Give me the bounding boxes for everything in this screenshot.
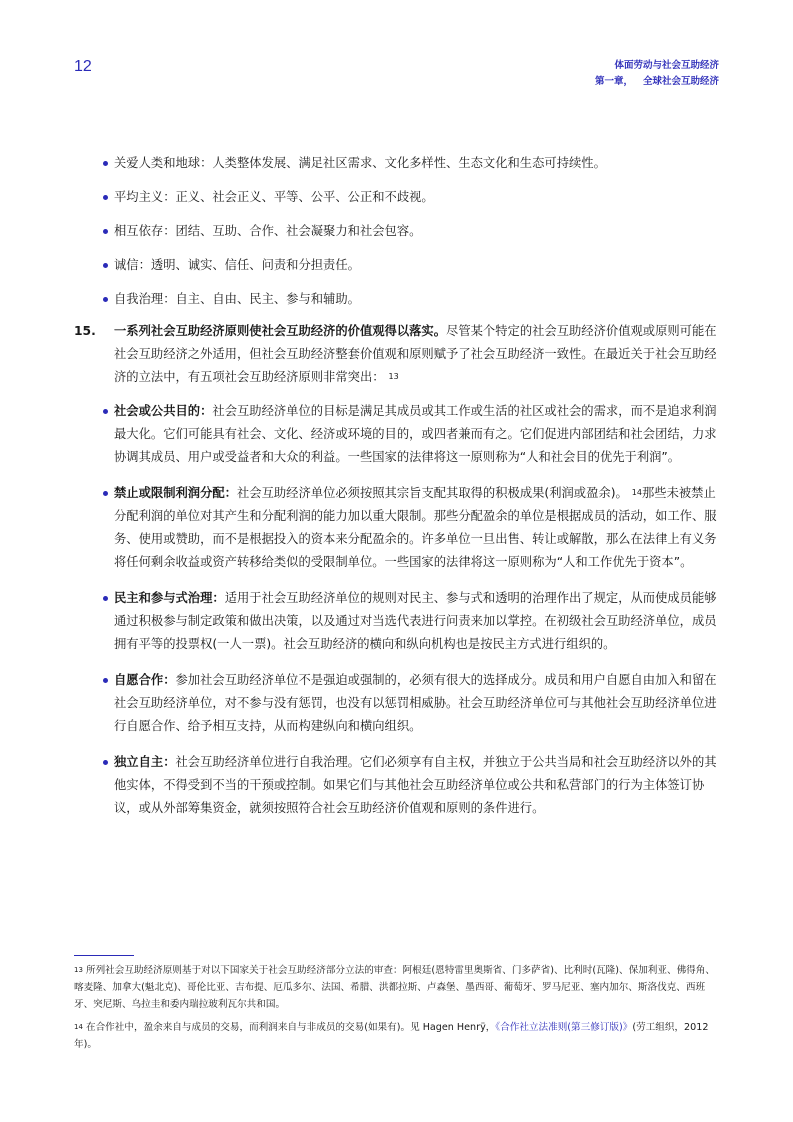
list-item <box>114 751 724 820</box>
list-item <box>114 400 724 469</box>
principle-title: 社会或公共目的： <box>114 404 213 418</box>
doc-title: 体面劳动与社会互助经济 <box>614 60 719 71</box>
list-item: 关爱人类和地球：人类整体发展、满足社区需求、文化多样性、生态文化和生态可持续性。 <box>114 152 724 175</box>
paragraph-lead: 一系列社会互助经济原则使社会互助经济的价值观得以落实。 <box>114 324 447 338</box>
paragraph-body: 尽管某个特定的社会互助经济价值观或原则可能在社会互助经济之外适用，但社会互助经济整套价值观和原则赋予了社会互助经济一致性。在最近关于社会互助经济的立法中，有五项社会互助经济原则非常突出： <box>114 324 717 384</box>
footnote-text: 在合作社中，盈余来自与成员的交易，而利润来自与非成员的交易(如果有)。见 Hagen Henrÿ， <box>85 1022 496 1033</box>
footnote-number: 13 <box>74 966 83 974</box>
principle-title: 禁止或限制利润分配： <box>114 486 237 500</box>
list-item: 平均主义：正义、社会正义、平等、公平、公正和不歧视。 <box>114 186 724 209</box>
footnote <box>74 962 724 1013</box>
footnote <box>74 1019 724 1053</box>
principle-text: 社会互助经济单位的目标是满足其成员或其工作或生活的社区或社会的需求，而不是追求利润最大化。它们可能具有社会、文化、经济或环境的目的，或四者兼而有之。它们促进内部团结和社会团结，力求协调其成员、用户或受益者和大众的利益。一些国家的法律将这一原则称为“人和社会目的优先于利润”。 <box>114 404 717 464</box>
publication-link[interactable]: 《合作社立法准则(第三修订版)》 <box>495 1022 633 1033</box>
paragraph-number: 15. <box>74 324 96 338</box>
principle-text: 参加社会互助经济单位不是强迫或强制的，必须有很大的选择成分。成员和用户自愿自由加入和留在社会互助经济单位，对不参与没有惩罚，也没有以惩罚相威胁。社会互助经济单位可与其他社会互助经济单位进行自愿合作、给予相互支持，从而构建纵向和横向组织。 <box>114 673 717 733</box>
list-item <box>114 482 724 574</box>
paragraph-text <box>114 320 724 389</box>
principle-text: 社会互助经济单位必须按照其宗旨支配其取得的积极成果(利润或盈余)。 <box>236 486 628 500</box>
chapter-title: 全球社会互助经济 <box>642 76 719 87</box>
footnote-text: (劳工组织，2012 年)。 <box>74 1022 709 1050</box>
list-item <box>114 669 724 738</box>
footnote-divider <box>74 955 134 956</box>
footnotes <box>74 962 724 1059</box>
principle-text: 适用于社会互助经济单位的规则对民主、参与式和透明的治理作出了规定，从而使成员能够通过积极参与制定政策和做出决策，以及通过对当选代表进行问责来加以掌控。在初级社会互助经济单位，成员拥有平等的投票权(一人一票)。社会互助经济的横向和纵向机构也是按民主方式进行组织的。 <box>114 591 717 651</box>
paragraph-15 <box>74 320 724 389</box>
list-item <box>114 587 724 656</box>
page-number: 12 <box>74 58 92 75</box>
principle-text: 那些未被禁止分配利润的单位对其产生和分配利润的能力加以重大限制。那些分配盈余的单位是根据成员的活动，如工作、服务、使用或赞助，而不是根据投入的资本来分配盈余的。许多单位一旦出售、转让或解散，那么在法律上有义务将任何剩余收益或资产转移给类似的受限制单位。一些国家的法律将这一原则称为“人和工作优先于资本”。 <box>114 486 717 569</box>
list-item: 相互依存：团结、互助、合作、社会凝聚力和社会包容。 <box>114 220 724 243</box>
list-item: 诚信：透明、诚实、信任、问责和分担责任。 <box>114 254 724 277</box>
list-item: 自我治理：自主、自由、民主、参与和辅助。 <box>114 288 724 311</box>
principle-title: 独立自主： <box>114 755 176 769</box>
footnote-text: 所列社会互助经济原则基于对以下国家关于社会互助经济部分立法的审查：阿根廷(恩特雷里奥斯省、门多萨省)、比利时(瓦隆)、保加利亚、佛得角、喀麦隆、加拿大(魁北克)、哥伦比亚、吉布提、厄瓜多尔、法国、希腊、洪都拉斯、卢森堡、墨西哥、葡萄牙、罗马尼亚、塞内加尔、斯洛伐克、西班牙、突尼斯、乌拉圭和委内瑞拉玻利瓦尔共和国。 <box>74 965 715 1010</box>
chapter-label: 第一章， <box>594 76 633 87</box>
values-list <box>114 152 724 322</box>
principle-title: 自愿合作： <box>114 673 176 687</box>
footnote-number: 14 <box>74 1023 83 1031</box>
principles-list <box>114 400 724 833</box>
principle-title: 民主和参与式治理： <box>114 591 225 605</box>
footnote-ref[interactable]: 13 <box>388 372 399 381</box>
chapter-line <box>595 74 719 90</box>
principle-text: 社会互助经济单位进行自我治理。它们必须享有自主权，并独立于公共当局和社会互助经济以外的其他实体，不得受到不当的干预或控制。如果它们与其他社会互助经济单位或公共和私营部门的行为主体签订协议，或从外部筹集资金，就须按照符合社会互助经济价值观和原则的条件进行。 <box>114 755 717 815</box>
footnote-ref[interactable]: 14 <box>631 488 642 497</box>
running-header <box>595 58 719 90</box>
